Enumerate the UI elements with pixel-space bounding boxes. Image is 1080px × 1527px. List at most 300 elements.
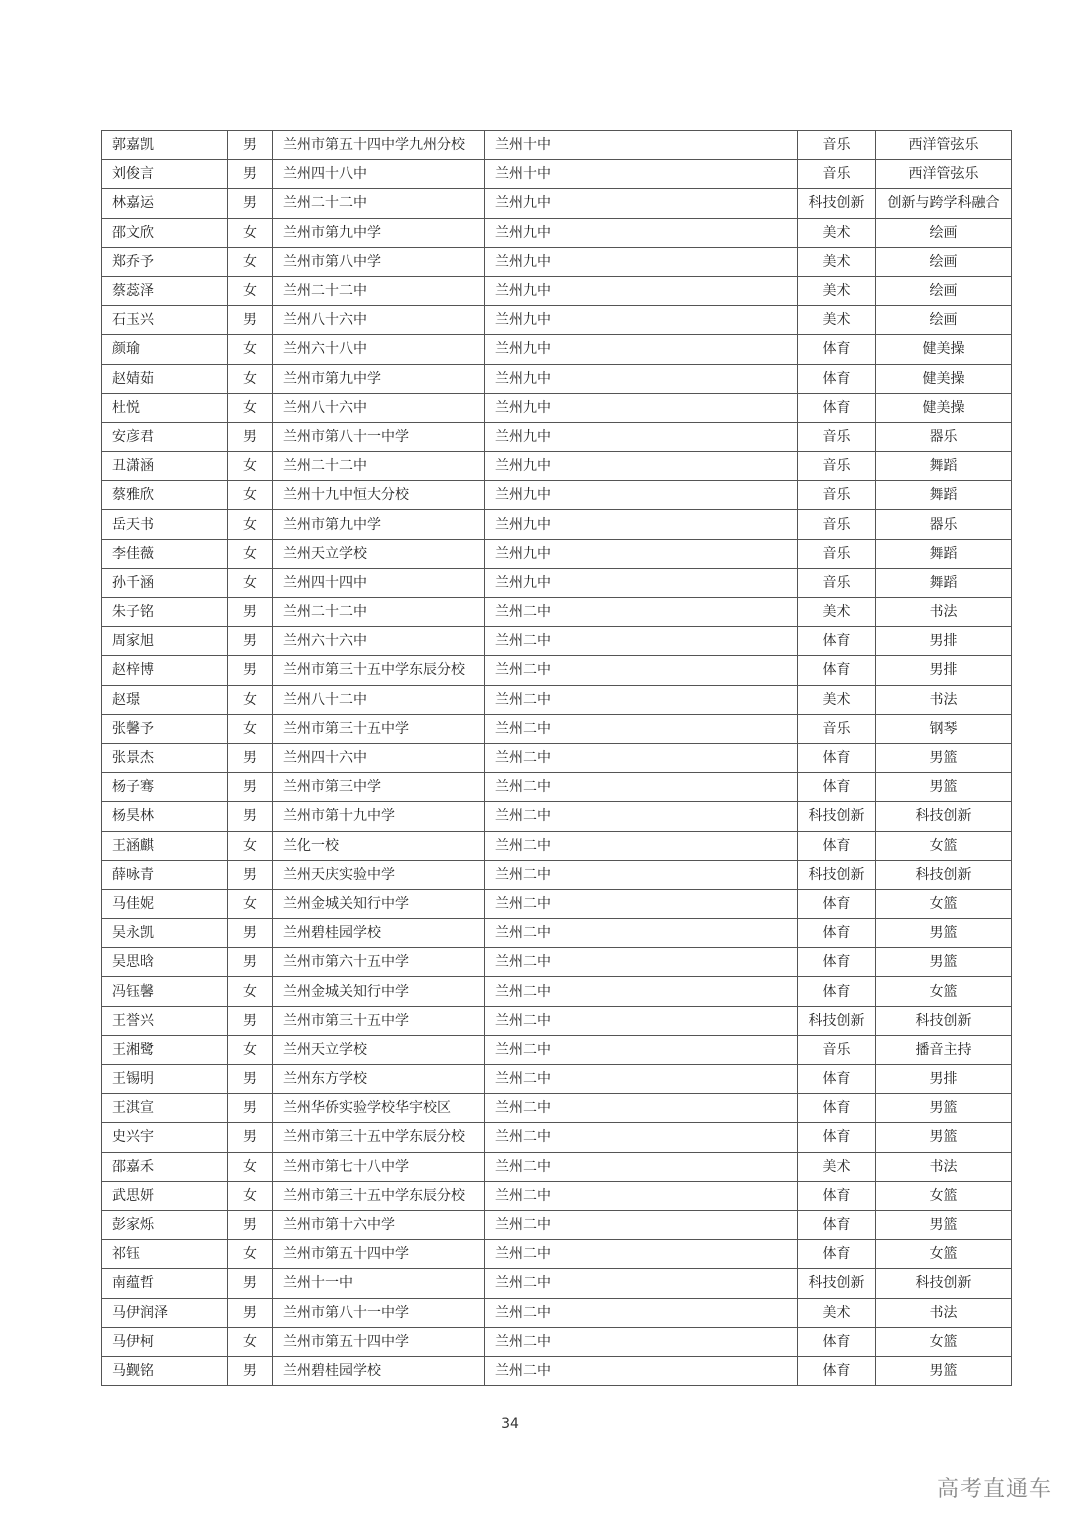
specialty-cell: 器乐 (876, 422, 1012, 451)
student-name-cell: 王湘鹭 (102, 1035, 228, 1064)
table-row (102, 1181, 1012, 1210)
table-row (102, 510, 1012, 539)
origin-school-cell: 兰州四十四中 (273, 568, 485, 597)
student-name-cell: 蔡雅欣 (102, 481, 228, 510)
origin-school-cell: 兰州市第三十五中学东辰分校 (273, 1181, 485, 1210)
specialty-cell: 科技创新 (876, 802, 1012, 831)
table-row (102, 1327, 1012, 1356)
student-name-cell: 张景杰 (102, 743, 228, 772)
admitted-school-cell: 兰州九中 (485, 393, 798, 422)
student-name-cell: 马伊柯 (102, 1327, 228, 1356)
origin-school-cell: 兰州市第三十五中学东辰分校 (273, 1123, 485, 1152)
gender-cell: 男 (228, 743, 273, 772)
origin-school-cell: 兰州八十六中 (273, 306, 485, 335)
student-name-cell: 杨昊林 (102, 802, 228, 831)
admitted-school-cell: 兰州九中 (485, 452, 798, 481)
origin-school-cell: 兰州市第八中学 (273, 247, 485, 276)
specialty-cell: 男排 (876, 656, 1012, 685)
student-name-cell: 马觐铭 (102, 1356, 228, 1385)
origin-school-cell: 兰州十一中 (273, 1269, 485, 1298)
table-row (102, 1356, 1012, 1385)
category-cell: 体育 (798, 743, 876, 772)
table-row (102, 1210, 1012, 1239)
specialty-cell: 男篮 (876, 1123, 1012, 1152)
category-cell: 美术 (798, 218, 876, 247)
roster-body (102, 131, 1012, 1386)
student-name-cell: 南蕴哲 (102, 1269, 228, 1298)
gender-cell: 男 (228, 131, 273, 160)
student-name-cell: 孙千涵 (102, 568, 228, 597)
student-name-cell: 邵嘉禾 (102, 1152, 228, 1181)
gender-cell: 男 (228, 1210, 273, 1239)
gender-cell: 男 (228, 160, 273, 189)
category-cell: 音乐 (798, 422, 876, 451)
admitted-school-cell: 兰州二中 (485, 1210, 798, 1239)
admitted-school-cell: 兰州九中 (485, 539, 798, 568)
origin-school-cell: 兰州市第八十一中学 (273, 1298, 485, 1327)
specialty-cell: 绘画 (876, 247, 1012, 276)
origin-school-cell: 兰州市第六十五中学 (273, 948, 485, 977)
admitted-school-cell: 兰州二中 (485, 685, 798, 714)
category-cell: 体育 (798, 364, 876, 393)
gender-cell: 男 (228, 627, 273, 656)
table-row (102, 539, 1012, 568)
specialty-cell: 创新与跨学科融合 (876, 189, 1012, 218)
category-cell: 音乐 (798, 481, 876, 510)
admitted-school-cell: 兰州二中 (485, 1006, 798, 1035)
category-cell: 体育 (798, 627, 876, 656)
student-name-cell: 赵梓博 (102, 656, 228, 685)
student-name-cell: 赵婧茹 (102, 364, 228, 393)
student-name-cell: 薛咏青 (102, 860, 228, 889)
admitted-school-cell: 兰州二中 (485, 860, 798, 889)
category-cell: 体育 (798, 977, 876, 1006)
specialty-cell: 书法 (876, 685, 1012, 714)
student-name-cell: 杨子骞 (102, 773, 228, 802)
specialty-cell: 科技创新 (876, 1006, 1012, 1035)
admitted-school-cell: 兰州二中 (485, 1269, 798, 1298)
table-row (102, 1298, 1012, 1327)
category-cell: 音乐 (798, 568, 876, 597)
specialty-cell: 健美操 (876, 364, 1012, 393)
gender-cell: 女 (228, 539, 273, 568)
category-cell: 体育 (798, 919, 876, 948)
table-row (102, 189, 1012, 218)
gender-cell: 男 (228, 1065, 273, 1094)
student-name-cell: 王誉兴 (102, 1006, 228, 1035)
origin-school-cell: 兰州东方学校 (273, 1065, 485, 1094)
origin-school-cell: 兰州碧桂园学校 (273, 919, 485, 948)
admitted-school-cell: 兰州二中 (485, 1356, 798, 1385)
specialty-cell: 西洋管弦乐 (876, 160, 1012, 189)
gender-cell: 女 (228, 831, 273, 860)
gender-cell: 女 (228, 889, 273, 918)
specialty-cell: 女篮 (876, 1240, 1012, 1269)
gender-cell: 男 (228, 1123, 273, 1152)
student-name-cell: 朱子铭 (102, 598, 228, 627)
student-name-cell: 祁钰 (102, 1240, 228, 1269)
admitted-school-cell: 兰州二中 (485, 1035, 798, 1064)
admitted-school-cell: 兰州二中 (485, 1152, 798, 1181)
admitted-school-cell: 兰州九中 (485, 306, 798, 335)
gender-cell: 女 (228, 335, 273, 364)
gender-cell: 女 (228, 218, 273, 247)
table-row (102, 568, 1012, 597)
admitted-school-cell: 兰州二中 (485, 773, 798, 802)
origin-school-cell: 兰州六十六中 (273, 627, 485, 656)
category-cell: 美术 (798, 1298, 876, 1327)
category-cell: 音乐 (798, 539, 876, 568)
admitted-school-cell: 兰州二中 (485, 714, 798, 743)
table-row (102, 306, 1012, 335)
category-cell: 美术 (798, 306, 876, 335)
specialty-cell: 健美操 (876, 393, 1012, 422)
origin-school-cell: 兰州市第三十五中学东辰分校 (273, 656, 485, 685)
category-cell: 科技创新 (798, 1006, 876, 1035)
admitted-school-cell: 兰州十中 (485, 160, 798, 189)
table-row (102, 1035, 1012, 1064)
specialty-cell: 女篮 (876, 1327, 1012, 1356)
origin-school-cell: 兰州六十八中 (273, 335, 485, 364)
table-row (102, 656, 1012, 685)
student-name-cell: 张馨予 (102, 714, 228, 743)
specialty-cell: 男篮 (876, 743, 1012, 772)
category-cell: 体育 (798, 1123, 876, 1152)
origin-school-cell: 兰州市第十九中学 (273, 802, 485, 831)
origin-school-cell: 兰州市第七十八中学 (273, 1152, 485, 1181)
admitted-school-cell: 兰州二中 (485, 1065, 798, 1094)
gender-cell: 女 (228, 452, 273, 481)
student-name-cell: 刘俊言 (102, 160, 228, 189)
category-cell: 体育 (798, 1065, 876, 1094)
specialty-cell: 男排 (876, 1065, 1012, 1094)
category-cell: 体育 (798, 1240, 876, 1269)
gender-cell: 女 (228, 1035, 273, 1064)
table-row (102, 218, 1012, 247)
origin-school-cell: 兰州二十二中 (273, 276, 485, 305)
student-roster-table (101, 130, 1012, 1386)
table-row (102, 831, 1012, 860)
table-row (102, 1094, 1012, 1123)
student-name-cell: 史兴宇 (102, 1123, 228, 1152)
category-cell: 体育 (798, 335, 876, 364)
specialty-cell: 绘画 (876, 306, 1012, 335)
admitted-school-cell: 兰州九中 (485, 247, 798, 276)
student-name-cell: 林嘉运 (102, 189, 228, 218)
category-cell: 科技创新 (798, 1269, 876, 1298)
specialty-cell: 舞蹈 (876, 539, 1012, 568)
specialty-cell: 女篮 (876, 889, 1012, 918)
student-name-cell: 吴永凯 (102, 919, 228, 948)
admitted-school-cell: 兰州二中 (485, 831, 798, 860)
admitted-school-cell: 兰州二中 (485, 1181, 798, 1210)
gender-cell: 男 (228, 948, 273, 977)
origin-school-cell: 兰化一校 (273, 831, 485, 860)
gender-cell: 女 (228, 568, 273, 597)
admitted-school-cell: 兰州九中 (485, 510, 798, 539)
category-cell: 体育 (798, 831, 876, 860)
gender-cell: 女 (228, 1152, 273, 1181)
origin-school-cell: 兰州金城关知行中学 (273, 889, 485, 918)
table-row (102, 481, 1012, 510)
origin-school-cell: 兰州市第五十四中学 (273, 1240, 485, 1269)
admitted-school-cell: 兰州九中 (485, 335, 798, 364)
gender-cell: 女 (228, 977, 273, 1006)
student-name-cell: 李佳薇 (102, 539, 228, 568)
admitted-school-cell: 兰州十中 (485, 131, 798, 160)
table-row (102, 276, 1012, 305)
admitted-school-cell: 兰州二中 (485, 627, 798, 656)
gender-cell: 男 (228, 1094, 273, 1123)
table-row (102, 685, 1012, 714)
origin-school-cell: 兰州天立学校 (273, 1035, 485, 1064)
category-cell: 美术 (798, 598, 876, 627)
gender-cell: 女 (228, 685, 273, 714)
specialty-cell: 科技创新 (876, 860, 1012, 889)
student-name-cell: 石玉兴 (102, 306, 228, 335)
table-row (102, 889, 1012, 918)
category-cell: 音乐 (798, 131, 876, 160)
origin-school-cell: 兰州碧桂园学校 (273, 1356, 485, 1385)
admitted-school-cell: 兰州二中 (485, 889, 798, 918)
specialty-cell: 男排 (876, 627, 1012, 656)
student-name-cell: 马伊润泽 (102, 1298, 228, 1327)
origin-school-cell: 兰州二十二中 (273, 452, 485, 481)
specialty-cell: 书法 (876, 1298, 1012, 1327)
category-cell: 科技创新 (798, 189, 876, 218)
category-cell: 体育 (798, 1356, 876, 1385)
origin-school-cell: 兰州十九中恒大分校 (273, 481, 485, 510)
specialty-cell: 男篮 (876, 1094, 1012, 1123)
student-name-cell: 冯钰馨 (102, 977, 228, 1006)
table-row (102, 860, 1012, 889)
student-name-cell: 王淇宣 (102, 1094, 228, 1123)
table-row (102, 1123, 1012, 1152)
gender-cell: 男 (228, 422, 273, 451)
specialty-cell: 钢琴 (876, 714, 1012, 743)
table-row (102, 160, 1012, 189)
specialty-cell: 男篮 (876, 1356, 1012, 1385)
gender-cell: 女 (228, 393, 273, 422)
student-name-cell: 邵文欣 (102, 218, 228, 247)
student-name-cell: 郭嘉凯 (102, 131, 228, 160)
student-name-cell: 彭家烁 (102, 1210, 228, 1239)
origin-school-cell: 兰州天庆实验中学 (273, 860, 485, 889)
gender-cell: 女 (228, 1181, 273, 1210)
gender-cell: 男 (228, 773, 273, 802)
admitted-school-cell: 兰州二中 (485, 948, 798, 977)
category-cell: 体育 (798, 773, 876, 802)
category-cell: 音乐 (798, 714, 876, 743)
table-row (102, 1240, 1012, 1269)
student-name-cell: 杜悦 (102, 393, 228, 422)
category-cell: 体育 (798, 1327, 876, 1356)
specialty-cell: 舞蹈 (876, 568, 1012, 597)
specialty-cell: 舞蹈 (876, 452, 1012, 481)
specialty-cell: 舞蹈 (876, 481, 1012, 510)
table-row (102, 393, 1012, 422)
table-row (102, 627, 1012, 656)
category-cell: 体育 (798, 393, 876, 422)
origin-school-cell: 兰州市第九中学 (273, 218, 485, 247)
specialty-cell: 科技创新 (876, 1269, 1012, 1298)
gender-cell: 女 (228, 1240, 273, 1269)
admitted-school-cell: 兰州九中 (485, 218, 798, 247)
category-cell: 美术 (798, 685, 876, 714)
specialty-cell: 绘画 (876, 276, 1012, 305)
student-name-cell: 郑乔予 (102, 247, 228, 276)
student-name-cell: 王涵麒 (102, 831, 228, 860)
admitted-school-cell: 兰州二中 (485, 1327, 798, 1356)
student-name-cell: 王锡明 (102, 1065, 228, 1094)
admitted-school-cell: 兰州二中 (485, 1298, 798, 1327)
origin-school-cell: 兰州金城关知行中学 (273, 977, 485, 1006)
category-cell: 体育 (798, 1210, 876, 1239)
origin-school-cell: 兰州华侨实验学校华宇校区 (273, 1094, 485, 1123)
category-cell: 美术 (798, 1152, 876, 1181)
origin-school-cell: 兰州市第五十四中学 (273, 1327, 485, 1356)
specialty-cell: 书法 (876, 598, 1012, 627)
student-name-cell: 安彦君 (102, 422, 228, 451)
table-row (102, 1006, 1012, 1035)
gender-cell: 男 (228, 189, 273, 218)
student-name-cell: 蔡蕊泽 (102, 276, 228, 305)
table-row (102, 773, 1012, 802)
gender-cell: 男 (228, 1006, 273, 1035)
table-row (102, 743, 1012, 772)
gender-cell: 男 (228, 802, 273, 831)
category-cell: 体育 (798, 656, 876, 685)
specialty-cell: 女篮 (876, 831, 1012, 860)
origin-school-cell: 兰州市第十六中学 (273, 1210, 485, 1239)
admitted-school-cell: 兰州二中 (485, 598, 798, 627)
category-cell: 美术 (798, 276, 876, 305)
admitted-school-cell: 兰州九中 (485, 189, 798, 218)
gender-cell: 女 (228, 276, 273, 305)
category-cell: 音乐 (798, 160, 876, 189)
gender-cell: 男 (228, 598, 273, 627)
category-cell: 体育 (798, 1094, 876, 1123)
category-cell: 体育 (798, 889, 876, 918)
table-row (102, 422, 1012, 451)
origin-school-cell: 兰州二十二中 (273, 189, 485, 218)
category-cell: 美术 (798, 247, 876, 276)
table-row (102, 335, 1012, 364)
admitted-school-cell: 兰州九中 (485, 481, 798, 510)
specialty-cell: 健美操 (876, 335, 1012, 364)
origin-school-cell: 兰州四十八中 (273, 160, 485, 189)
specialty-cell: 男篮 (876, 919, 1012, 948)
specialty-cell: 西洋管弦乐 (876, 131, 1012, 160)
admitted-school-cell: 兰州二中 (485, 743, 798, 772)
gender-cell: 男 (228, 860, 273, 889)
specialty-cell: 男篮 (876, 773, 1012, 802)
category-cell: 音乐 (798, 1035, 876, 1064)
table-row (102, 1152, 1012, 1181)
student-name-cell: 丑潇涵 (102, 452, 228, 481)
origin-school-cell: 兰州市第三中学 (273, 773, 485, 802)
admitted-school-cell: 兰州二中 (485, 802, 798, 831)
gender-cell: 女 (228, 481, 273, 510)
origin-school-cell: 兰州四十六中 (273, 743, 485, 772)
admitted-school-cell: 兰州二中 (485, 1123, 798, 1152)
specialty-cell: 女篮 (876, 977, 1012, 1006)
specialty-cell: 器乐 (876, 510, 1012, 539)
origin-school-cell: 兰州市第三十五中学 (273, 714, 485, 743)
admitted-school-cell: 兰州九中 (485, 422, 798, 451)
admitted-school-cell: 兰州二中 (485, 919, 798, 948)
specialty-cell: 男篮 (876, 1210, 1012, 1239)
origin-school-cell: 兰州八十二中 (273, 685, 485, 714)
specialty-cell: 播音主持 (876, 1035, 1012, 1064)
admitted-school-cell: 兰州二中 (485, 656, 798, 685)
table-row (102, 919, 1012, 948)
table-row (102, 1065, 1012, 1094)
table-row (102, 247, 1012, 276)
student-name-cell: 马佳妮 (102, 889, 228, 918)
admitted-school-cell: 兰州九中 (485, 568, 798, 597)
admitted-school-cell: 兰州二中 (485, 1240, 798, 1269)
admitted-school-cell: 兰州二中 (485, 977, 798, 1006)
student-name-cell: 赵璟 (102, 685, 228, 714)
student-name-cell: 武思妍 (102, 1181, 228, 1210)
specialty-cell: 绘画 (876, 218, 1012, 247)
table-row (102, 1269, 1012, 1298)
table-row (102, 364, 1012, 393)
table-row (102, 131, 1012, 160)
category-cell: 音乐 (798, 510, 876, 539)
specialty-cell: 男篮 (876, 948, 1012, 977)
specialty-cell: 书法 (876, 1152, 1012, 1181)
origin-school-cell: 兰州市第九中学 (273, 364, 485, 393)
admitted-school-cell: 兰州九中 (485, 276, 798, 305)
category-cell: 科技创新 (798, 802, 876, 831)
origin-school-cell: 兰州市第九中学 (273, 510, 485, 539)
category-cell: 音乐 (798, 452, 876, 481)
category-cell: 科技创新 (798, 860, 876, 889)
admitted-school-cell: 兰州九中 (485, 364, 798, 393)
gender-cell: 女 (228, 510, 273, 539)
origin-school-cell: 兰州市第三十五中学 (273, 1006, 485, 1035)
gender-cell: 男 (228, 306, 273, 335)
gender-cell: 男 (228, 1356, 273, 1385)
student-name-cell: 吴思晗 (102, 948, 228, 977)
table-row (102, 598, 1012, 627)
student-name-cell: 颜瑜 (102, 335, 228, 364)
table-row (102, 714, 1012, 743)
gender-cell: 女 (228, 247, 273, 276)
gender-cell: 女 (228, 364, 273, 393)
origin-school-cell: 兰州市第五十四中学九州分校 (273, 131, 485, 160)
gender-cell: 男 (228, 1298, 273, 1327)
gender-cell: 男 (228, 1269, 273, 1298)
category-cell: 体育 (798, 1181, 876, 1210)
category-cell: 体育 (798, 948, 876, 977)
origin-school-cell: 兰州二十二中 (273, 598, 485, 627)
gender-cell: 女 (228, 714, 273, 743)
gender-cell: 男 (228, 656, 273, 685)
table-row (102, 948, 1012, 977)
table-row (102, 802, 1012, 831)
student-name-cell: 周家旭 (102, 627, 228, 656)
table-row (102, 452, 1012, 481)
gender-cell: 女 (228, 1327, 273, 1356)
table-row (102, 977, 1012, 1006)
gender-cell: 男 (228, 919, 273, 948)
page-number: 34 (501, 1416, 519, 1432)
origin-school-cell: 兰州天立学校 (273, 539, 485, 568)
origin-school-cell: 兰州市第八十一中学 (273, 422, 485, 451)
